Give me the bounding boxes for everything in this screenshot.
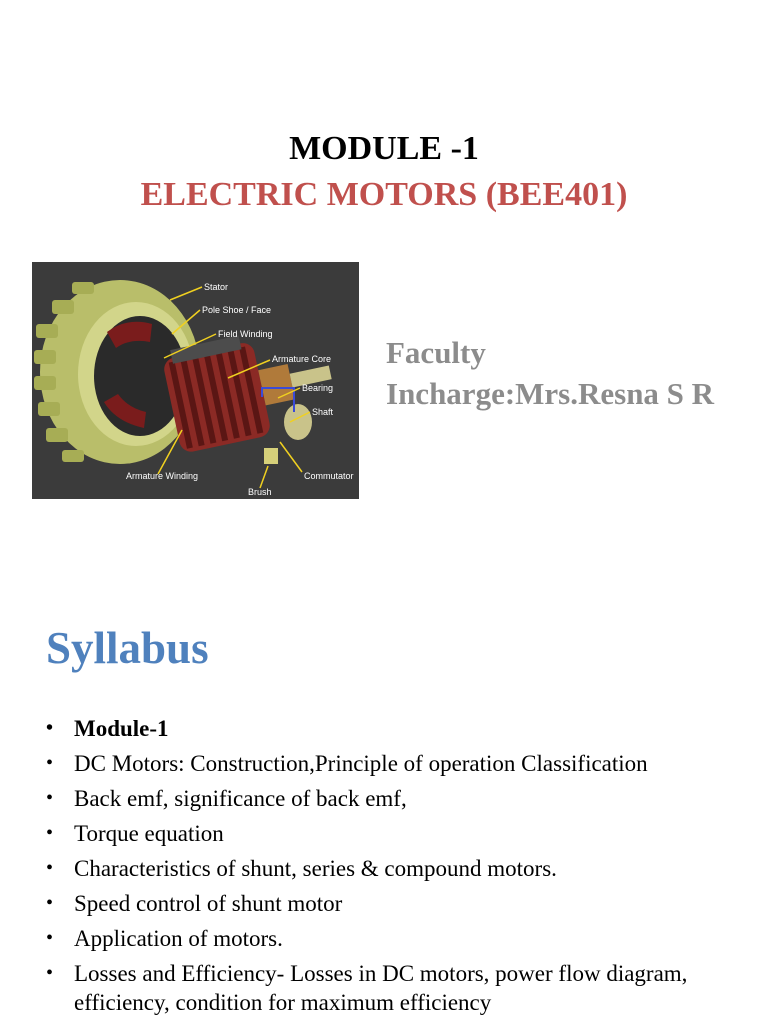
- label-stator: Stator: [204, 282, 229, 292]
- faculty-name: Incharge:Mrs.Resna S R: [386, 376, 715, 411]
- list-item: • Module-1: [46, 714, 746, 743]
- label-field-winding: Field Winding: [218, 329, 273, 339]
- list-item: • Back emf, significance of back emf,: [46, 784, 746, 813]
- syllabus-list: [46, 714, 746, 1023]
- label-armature-winding: Armature Winding: [126, 471, 199, 481]
- label-brush: Brush: [248, 487, 272, 497]
- syllabus-title: Syllabus: [46, 623, 209, 673]
- label-commutator: Commutator: [304, 471, 354, 481]
- label-shaft: Shaft: [312, 407, 334, 417]
- list-item: • Torque equation: [46, 819, 746, 848]
- module-title: MODULE -1: [289, 130, 479, 167]
- list-item: • DC Motors: Construction,Principle of operation Classification: [46, 749, 746, 778]
- label-armature-core: Armature Core: [272, 354, 332, 364]
- label-bearing: Bearing: [302, 383, 334, 393]
- list-item: • Characteristics of shunt, series & compound motors.: [46, 854, 746, 883]
- list-item: • Losses and Efficiency- Losses in DC motors, power flow diagram, efficiency, condition for maximum efficiency: [46, 959, 746, 1017]
- faculty-info: [386, 332, 766, 414]
- faculty-label: Faculty: [386, 335, 486, 370]
- list-item: • Application of motors.: [46, 924, 746, 953]
- course-title: ELECTRIC MOTORS (BEE401): [140, 176, 628, 213]
- label-pole-shoe: Pole Shoe / Face: [202, 305, 272, 315]
- dc-motor-diagram: [32, 262, 359, 499]
- syllabus-slide: [0, 576, 768, 1024]
- list-item: • Speed control of shunt motor: [46, 889, 746, 918]
